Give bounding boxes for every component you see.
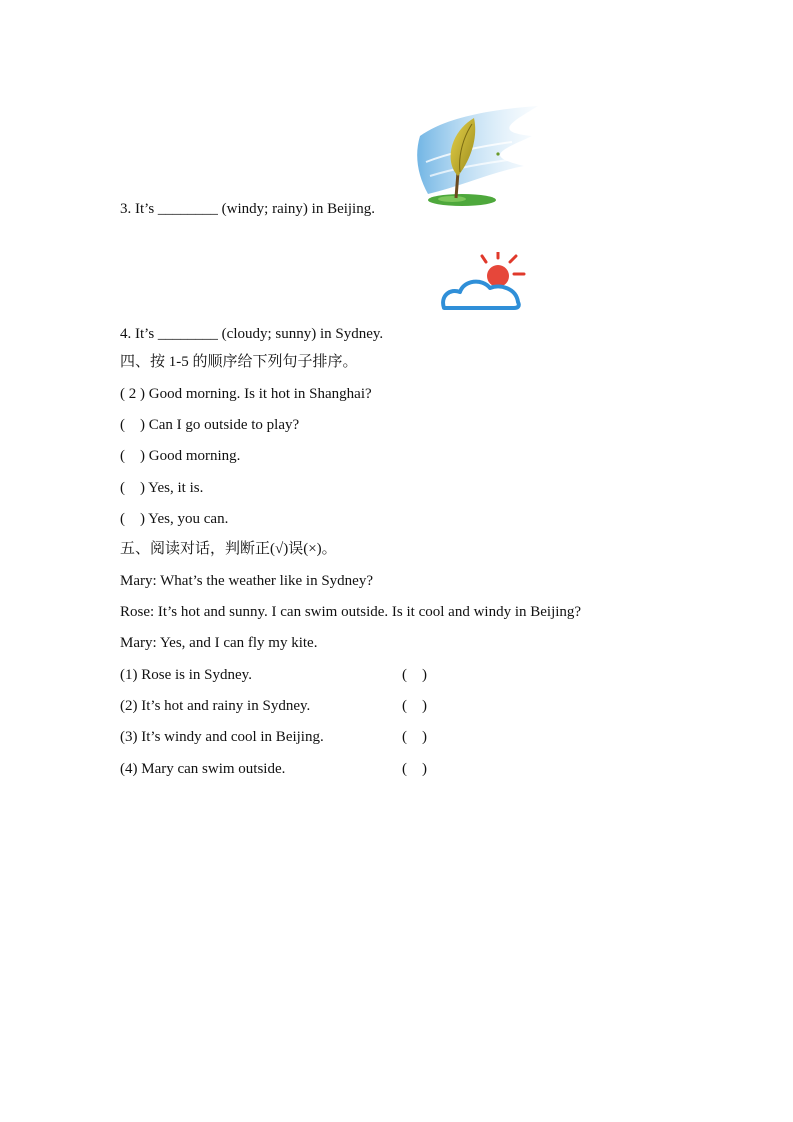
order-item: ( 2 ) Good morning. Is it hot in Shanghai? (120, 386, 372, 402)
order-item: ( ) Can I go outside to play? (120, 417, 300, 433)
dialogue-line: Mary: Yes, and I can fly my kite. (120, 635, 318, 651)
judge-answer-blank: ( ) (402, 667, 427, 683)
judge-statement: (2) It’s hot and rainy in Sydney. (120, 698, 311, 714)
section-5-heading: 五、阅读对话，判断正(√)误(×)。 (120, 541, 337, 557)
judge-statement: (3) It’s windy and cool in Beijing. (120, 729, 324, 745)
order-item: ( ) Good morning. (120, 448, 241, 464)
sun-behind-cloud-icon (440, 252, 530, 312)
dialogue-line: Rose: It’s hot and sunny. I can swim outside. Is it cool and windy in Beijing? (120, 604, 582, 620)
judge-statement: (4) Mary can swim outside. (120, 761, 286, 777)
judge-answer-blank: ( ) (402, 761, 427, 777)
order-item: ( ) Yes, you can. (120, 511, 229, 527)
question-4: 4. It’s ________ (cloudy; sunny) in Sydney. (120, 326, 384, 342)
windy-tree-icon (412, 102, 542, 210)
dialogue-line: Mary: What’s the weather like in Sydney? (120, 573, 373, 589)
order-item: ( ) Yes, it is. (120, 480, 204, 496)
section-4-heading: 四、按 1-5 的顺序给下列句子排序。 (120, 354, 358, 370)
judge-statement: (1) Rose is in Sydney. (120, 667, 252, 683)
question-3: 3. It’s ________ (windy; rainy) in Beijing. (120, 201, 375, 217)
judge-answer-blank: ( ) (402, 729, 427, 745)
judge-answer-blank: ( ) (402, 698, 427, 714)
